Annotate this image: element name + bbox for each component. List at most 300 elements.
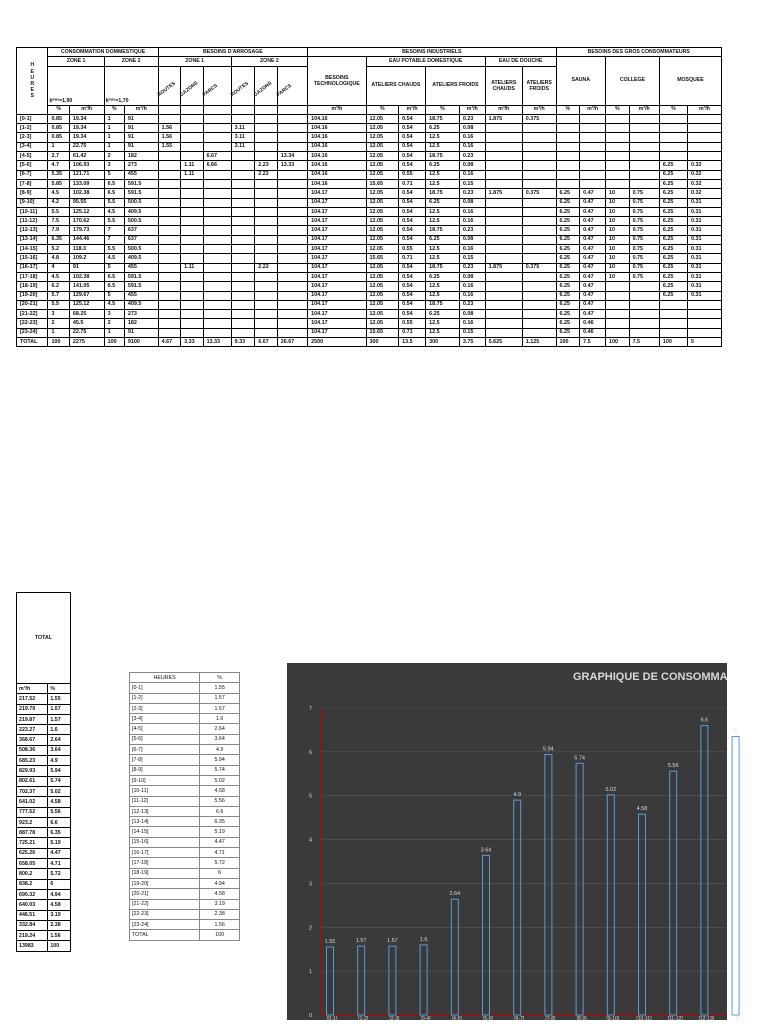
value-cell: 12.05: [366, 245, 399, 254]
value-cell: 6.5: [104, 189, 124, 198]
value-cell: 104.16: [308, 161, 366, 170]
unit-cell: m³/h: [629, 105, 659, 114]
value-cell: 2500: [308, 338, 366, 347]
table-row: [130, 703, 240, 713]
pct-cell: [23-24]: [130, 920, 200, 930]
table-row: [17, 114, 722, 123]
value-cell: 0.47: [580, 272, 606, 281]
arr-zone2-header: ZONE 2: [231, 57, 307, 66]
value-cell: [158, 272, 180, 281]
value-cell: 273: [124, 161, 158, 170]
table-row: [130, 837, 240, 847]
value-cell: 0.54: [399, 124, 426, 133]
value-cell: 455: [124, 263, 158, 272]
value-cell: [580, 142, 606, 151]
bar-value-label: 4.9: [513, 792, 522, 799]
value-cell: 0.16: [459, 142, 485, 151]
value-cell: [605, 142, 629, 151]
bar: [420, 945, 427, 1015]
table-row: [130, 848, 240, 858]
value-cell: [231, 310, 255, 319]
value-cell: [158, 282, 180, 291]
value-cell: [277, 310, 307, 319]
value-cell: [522, 291, 556, 300]
value-cell: 5: [688, 338, 722, 347]
value-cell: 104.17: [308, 328, 366, 337]
value-cell: [485, 272, 522, 281]
x-tick-label: [11-12]: [667, 1016, 683, 1022]
value-cell: [522, 328, 556, 337]
value-cell: 6.25: [659, 161, 687, 170]
value-cell: 0.32: [688, 161, 722, 170]
value-cell: [629, 142, 659, 151]
value-cell: 91: [124, 124, 158, 133]
value-cell: 3: [104, 161, 124, 170]
value-cell: 12.05: [366, 217, 399, 226]
bar: [732, 737, 739, 1015]
value-cell: [522, 235, 556, 244]
table-row: [130, 734, 240, 744]
value-cell: [231, 272, 255, 281]
value-cell: 12.05: [366, 282, 399, 291]
value-cell: 0.75: [629, 226, 659, 235]
value-cell: [629, 124, 659, 133]
value-cell: [605, 300, 629, 309]
pct-cell: 1.56: [200, 920, 240, 930]
table-row: [17, 235, 722, 244]
value-cell: [556, 114, 580, 123]
value-cell: [605, 319, 629, 328]
value-cell: 2.23: [255, 161, 277, 170]
value-cell: [181, 300, 203, 309]
value-cell: [231, 300, 255, 309]
value-cell: 0.71: [399, 328, 426, 337]
value-cell: 7.5: [629, 338, 659, 347]
table-row: [17, 272, 722, 281]
value-cell: 104.16: [308, 152, 366, 161]
value-cell: 0.75: [629, 272, 659, 281]
pct-header-heures: HEURES: [130, 673, 200, 683]
table-row: [17, 941, 71, 951]
value-cell: [580, 133, 606, 142]
value-cell: 10: [605, 198, 629, 207]
x-tick-label: [1: [735, 1016, 740, 1022]
value-cell: [629, 328, 659, 337]
pct-cell: [19-20]: [130, 878, 200, 888]
value-cell: 19.34: [69, 133, 104, 142]
y-tick-label: 5: [309, 793, 313, 800]
value-cell: 500.5: [124, 245, 158, 254]
value-cell: [629, 179, 659, 188]
value-cell: 1.875: [485, 189, 522, 198]
table-row: [17, 319, 722, 328]
routes-zone2-header: [231, 66, 255, 105]
value-cell: [605, 179, 629, 188]
total-cell: 802.61: [17, 776, 48, 786]
value-cell: 637: [124, 226, 158, 235]
value-cell: 409.5: [124, 300, 158, 309]
value-cell: 300: [366, 338, 399, 347]
value-cell: [485, 235, 522, 244]
value-cell: 0.75: [629, 207, 659, 216]
total-cell: 446.51: [17, 910, 48, 920]
y-tick-label: 6: [309, 749, 313, 756]
value-cell: 12.05: [366, 291, 399, 300]
value-cell: 500.5: [124, 198, 158, 207]
table-row: [17, 828, 71, 838]
table-row: [17, 910, 71, 920]
value-cell: 0.54: [399, 217, 426, 226]
value-cell: 0.75: [629, 198, 659, 207]
pct-cell: [8-9]: [130, 765, 200, 775]
value-cell: [605, 282, 629, 291]
pct-cell: 2.64: [200, 724, 240, 734]
table-row: [130, 755, 240, 765]
hour-cell: [16-17]: [17, 263, 48, 272]
value-cell: [203, 198, 231, 207]
value-cell: [485, 319, 522, 328]
total-cell: 100: [48, 941, 71, 951]
pct-cell: 5.94: [200, 755, 240, 765]
value-cell: 6.2: [48, 282, 69, 291]
value-cell: 6.25: [659, 207, 687, 216]
y-tick-label: 2: [309, 925, 313, 932]
bar: [514, 800, 521, 1015]
value-cell: 0.47: [580, 207, 606, 216]
value-cell: 13.5: [399, 338, 426, 347]
value-cell: [659, 152, 687, 161]
hour-cell: [6-7]: [17, 170, 48, 179]
table-row: [17, 889, 71, 899]
pct-cell: 4.58: [200, 786, 240, 796]
value-cell: 12.05: [366, 133, 399, 142]
bar-value-label: 3.64: [480, 847, 492, 854]
value-cell: [556, 152, 580, 161]
table-row: [17, 931, 71, 941]
value-cell: 0.31: [688, 282, 722, 291]
table-row: [17, 694, 71, 704]
pct-cell: [10-11]: [130, 786, 200, 796]
value-cell: 6.25: [556, 300, 580, 309]
value-cell: 0.31: [688, 226, 722, 235]
value-cell: [629, 319, 659, 328]
value-cell: 6.25: [426, 161, 460, 170]
value-cell: [277, 198, 307, 207]
y-tick-label: 7: [309, 706, 313, 712]
value-cell: 6.25: [556, 319, 580, 328]
value-cell: [556, 170, 580, 179]
value-cell: 0.47: [580, 254, 606, 263]
pct-header-percent: %: [200, 673, 240, 683]
value-cell: [580, 161, 606, 170]
value-cell: 7: [104, 226, 124, 235]
value-cell: 91: [124, 328, 158, 337]
value-cell: 4.2: [48, 198, 69, 207]
value-cell: [255, 189, 277, 198]
value-cell: 18.75: [426, 226, 460, 235]
value-cell: 6.25: [556, 217, 580, 226]
value-cell: 12.05: [366, 124, 399, 133]
value-cell: [255, 254, 277, 263]
value-cell: 182: [124, 319, 158, 328]
value-cell: 104.17: [308, 207, 366, 216]
value-cell: [158, 310, 180, 319]
value-cell: 9100: [124, 338, 158, 347]
chart-title: GRAPHIQUE DE CONSOMMA: [573, 671, 728, 683]
hour-cell: [15-16]: [17, 254, 48, 263]
gazons-zone2-header: [252, 66, 277, 105]
value-cell: 0.15: [459, 179, 485, 188]
value-cell: [255, 319, 277, 328]
table-row: [17, 328, 722, 337]
ateliers-froids-header: ATELIERS FROIDS: [426, 66, 486, 105]
total-cell: 690.32: [17, 889, 48, 899]
value-cell: [255, 282, 277, 291]
table-row: [17, 869, 71, 879]
value-cell: [629, 133, 659, 142]
pct-cell: [12-13]: [130, 806, 200, 816]
value-cell: 0.15: [459, 254, 485, 263]
value-cell: 500.5: [124, 217, 158, 226]
value-cell: 0.85: [48, 124, 69, 133]
bar: [576, 763, 583, 1015]
value-cell: 0.47: [580, 198, 606, 207]
value-cell: 104.16: [308, 133, 366, 142]
value-cell: 104.17: [308, 235, 366, 244]
bar: [358, 946, 365, 1015]
value-cell: [522, 272, 556, 281]
pct-cell: [11-12]: [130, 796, 200, 806]
value-cell: 61.42: [69, 152, 104, 161]
x-tick-label: [3-4]: [420, 1016, 431, 1022]
hour-cell: [5-6]: [17, 161, 48, 170]
value-cell: 6.5: [104, 282, 124, 291]
hour-cell: [17-18]: [17, 272, 48, 281]
value-cell: [522, 282, 556, 291]
value-cell: 12.5: [426, 170, 460, 179]
value-cell: 4.67: [158, 338, 180, 347]
table-row: [130, 745, 240, 755]
value-cell: 0.75: [629, 189, 659, 198]
value-cell: 0.16: [459, 282, 485, 291]
conso-dom-header: CONSOMMATION DOMMESTIQUE: [48, 48, 158, 57]
pct-cell: [14-15]: [130, 827, 200, 837]
value-cell: 106.93: [69, 161, 104, 170]
table-row: [17, 838, 71, 848]
value-cell: 6.35: [48, 235, 69, 244]
value-cell: 18.75: [426, 300, 460, 309]
value-cell: [522, 310, 556, 319]
value-cell: 15.65: [366, 254, 399, 263]
bar-chart-svg: [287, 663, 740, 1022]
value-cell: 0.32: [688, 170, 722, 179]
value-cell: 125.12: [69, 300, 104, 309]
value-cell: [158, 226, 180, 235]
pct-cell: 6.6: [200, 806, 240, 816]
value-cell: 0.31: [688, 254, 722, 263]
value-cell: [255, 179, 277, 188]
x-tick-label: [0-1]: [326, 1016, 338, 1022]
value-cell: [158, 189, 180, 198]
total-cell: 5.19: [48, 838, 71, 848]
pct-cell: 5.19: [200, 827, 240, 837]
value-cell: [231, 152, 255, 161]
value-cell: [522, 152, 556, 161]
value-cell: [181, 310, 203, 319]
value-cell: [485, 179, 522, 188]
value-cell: 0.54: [399, 189, 426, 198]
hour-cell: [3-4]: [17, 142, 48, 151]
value-cell: [659, 124, 687, 133]
value-cell: [485, 152, 522, 161]
value-cell: 1: [48, 328, 69, 337]
value-cell: 3.33: [181, 338, 203, 347]
value-cell: [277, 207, 307, 216]
value-cell: [255, 207, 277, 216]
value-cell: [203, 179, 231, 188]
table-row: [17, 152, 722, 161]
pct-cell: [5-6]: [130, 734, 200, 744]
value-cell: [522, 198, 556, 207]
value-cell: 18.75: [426, 114, 460, 123]
value-cell: [629, 310, 659, 319]
value-cell: 0.46: [580, 328, 606, 337]
value-cell: 1: [104, 133, 124, 142]
value-cell: 2: [104, 152, 124, 161]
value-cell: 104.16: [308, 124, 366, 133]
value-cell: 1: [104, 328, 124, 337]
value-cell: [277, 217, 307, 226]
table-row: [130, 868, 240, 878]
value-cell: 0.54: [399, 300, 426, 309]
value-cell: [158, 319, 180, 328]
pct-cell: 3.19: [200, 899, 240, 909]
value-cell: 0.31: [688, 217, 722, 226]
pct-cell: 4.47: [200, 837, 240, 847]
value-cell: 104.16: [308, 170, 366, 179]
value-cell: [255, 235, 277, 244]
value-cell: [556, 142, 580, 151]
value-cell: 15.65: [366, 179, 399, 188]
value-cell: [522, 245, 556, 254]
value-cell: 0.75: [629, 235, 659, 244]
value-cell: [580, 124, 606, 133]
sauna-header: SAUNA: [556, 57, 605, 105]
value-cell: 6.25: [556, 245, 580, 254]
value-cell: 591.5: [124, 179, 158, 188]
value-cell: 104.17: [308, 272, 366, 281]
hour-cell: [21-22]: [17, 310, 48, 319]
value-cell: [158, 198, 180, 207]
table-row: [130, 827, 240, 837]
value-cell: 2: [104, 319, 124, 328]
value-cell: [277, 300, 307, 309]
unit-cell: [231, 105, 255, 114]
pct-cell: 3.64: [200, 734, 240, 744]
value-cell: [231, 291, 255, 300]
pct-cell: 5.02: [200, 775, 240, 785]
heures-letter: E: [30, 68, 34, 75]
value-cell: 4.5: [48, 189, 69, 198]
value-cell: 91: [124, 114, 158, 123]
bar: [389, 946, 396, 1015]
value-cell: 13.34: [277, 152, 307, 161]
value-cell: 1: [104, 114, 124, 123]
value-cell: 0.23: [459, 226, 485, 235]
value-cell: [158, 152, 180, 161]
value-cell: [181, 245, 203, 254]
value-cell: 12.05: [366, 161, 399, 170]
value-cell: 1.56: [158, 124, 180, 133]
value-cell: [255, 198, 277, 207]
value-cell: 1.11: [181, 263, 203, 272]
value-cell: [181, 114, 203, 123]
value-cell: 100: [556, 338, 580, 347]
value-cell: 0.15: [459, 328, 485, 337]
total-cell: 508.36: [17, 745, 48, 755]
value-cell: 0.47: [580, 217, 606, 226]
value-cell: 118.3: [69, 245, 104, 254]
unit-cell: m³/h: [485, 105, 522, 114]
value-cell: [277, 124, 307, 133]
value-cell: 6.25: [426, 272, 460, 281]
table-row: [17, 226, 722, 235]
value-cell: 12.05: [366, 198, 399, 207]
hour-cell: [12-13]: [17, 226, 48, 235]
value-cell: 0.54: [399, 152, 426, 161]
value-cell: 91: [124, 142, 158, 151]
value-cell: 133.09: [69, 179, 104, 188]
arrosage-header: BESOINS D'ARROSAGE: [158, 48, 307, 57]
value-cell: 2.22: [255, 263, 277, 272]
value-cell: [231, 217, 255, 226]
value-cell: 12.05: [366, 272, 399, 281]
value-cell: 0.75: [629, 254, 659, 263]
pct-cell: 6.35: [200, 817, 240, 827]
pct-cell: [16-17]: [130, 848, 200, 858]
value-cell: [255, 272, 277, 281]
value-cell: [255, 217, 277, 226]
total-cell: 685.23: [17, 756, 48, 766]
value-cell: 0.23: [459, 189, 485, 198]
value-cell: 0.375: [522, 263, 556, 272]
mosquee-header: MOSQUEE: [659, 57, 721, 105]
value-cell: [203, 319, 231, 328]
value-cell: 12.05: [366, 142, 399, 151]
value-cell: 0.54: [399, 133, 426, 142]
pct-cell: 5.56: [200, 796, 240, 806]
value-cell: [158, 263, 180, 272]
value-cell: 12.05: [366, 263, 399, 272]
value-cell: 19.34: [69, 124, 104, 133]
value-cell: 6.25: [659, 170, 687, 179]
bar: [670, 771, 677, 1015]
value-cell: [181, 198, 203, 207]
value-cell: 6.25: [659, 179, 687, 188]
value-cell: 125.12: [69, 207, 104, 216]
heures-letter: R: [30, 80, 35, 87]
value-cell: [522, 142, 556, 151]
value-cell: 104.16: [308, 142, 366, 151]
value-cell: 22.75: [69, 328, 104, 337]
table-row: [17, 142, 722, 151]
table-row: [17, 254, 722, 263]
total-cell: 5.74: [48, 776, 71, 786]
total-cell: 4.71: [48, 859, 71, 869]
value-cell: [277, 263, 307, 272]
value-cell: [181, 133, 203, 142]
total-cell: 3.64: [48, 745, 71, 755]
